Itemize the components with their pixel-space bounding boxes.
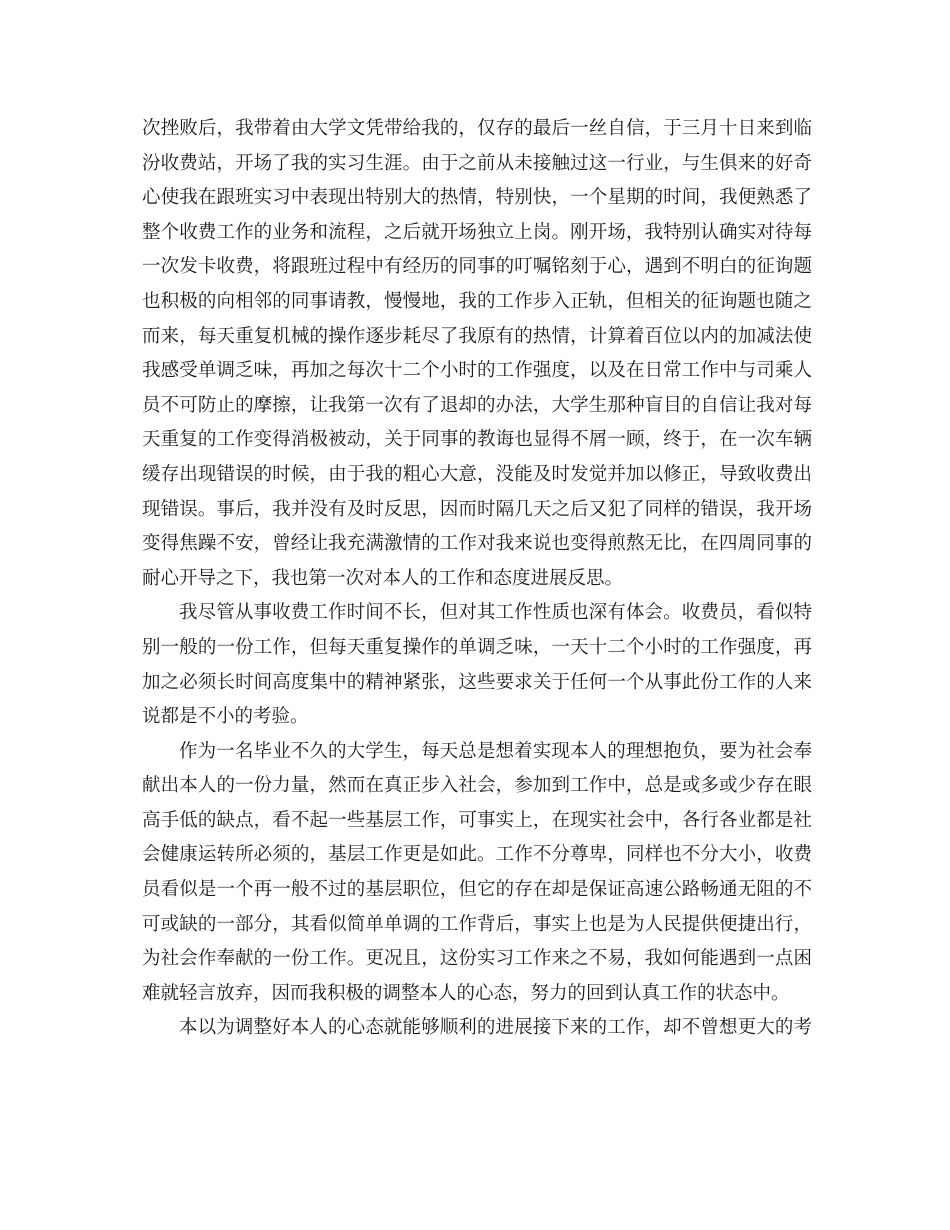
document-body — [142, 112, 812, 1046]
text-line: 我尽管从事收费工作时间不长，但对其工作性质也深有体会。收费员，看似特 — [179, 602, 812, 624]
text-line: 而来，每天重复机械的操作逐步耗尽了我原有的热情，计算着百位以内的加减法使 — [142, 325, 812, 347]
text-line: 作为一名毕业不久的大学生，每天总是想着实现本人的理想抱负，要为社会奉 — [179, 740, 812, 762]
text-line: 可或缺的一部分，其看似简单单调的工作背后，事实上也是为人民提供便捷出行， — [142, 913, 812, 935]
text-line: 加之必须长时间高度集中的精神紧张，这些要求关于任何一个从事此份工作的人来 — [142, 671, 812, 693]
text-line: 变得焦躁不安，曾经让我充满激情的工作对我来说也变得煎熬无比，在四周同事的 — [142, 533, 812, 555]
text-line: 会健康运转所必须的，基层工作更是如此。工作不分尊卑，同样也不分大小，收费 — [142, 844, 812, 866]
text-line: 现错误。事后，我并没有及时反思，因而时隔几天之后又犯了同样的错误，我开场 — [142, 498, 812, 520]
text-line: 员看似是一个再一般不过的基层职位，但它的存在却是保证高速公路畅通无阻的不 — [142, 879, 812, 901]
text-line: 为社会作奉献的一份工作。更况且，这份实习工作来之不易，我如何能遇到一点困 — [142, 948, 812, 970]
text-line: 说都是不小的考验。 — [142, 706, 309, 728]
text-line: 心使我在跟班实习中表现出特别大的热情，特别快，一个星期的时间，我便熟悉了 — [142, 187, 812, 209]
text-line: 本以为调整好本人的心态就能够顺利的进展接下来的工作，却不曾想更大的考 — [179, 1017, 812, 1039]
text-line: 耐心开导之下，我也第一次对本人的工作和态度进展反思。 — [142, 567, 624, 589]
text-line: 别一般的一份工作，但每天重复操作的单调乏味，一天十二个小时的工作强度，再 — [142, 636, 812, 658]
text-line: 天重复的工作变得消极被动，关于同事的教诲也显得不屑一顾，终于，在一次车辆 — [142, 429, 812, 451]
text-line: 员不可防止的摩擦，让我第一次有了退却的办法，大学生那种盲目的自信让我对每 — [142, 394, 812, 416]
text-line: 献出本人的一份力量，然而在真正步入社会，参加到工作中，总是或多或少存在眼 — [142, 775, 812, 797]
text-line: 一次发卡收费，将跟班过程中有经历的同事的叮嘱铭刻于心，遇到不明白的征询题 — [142, 256, 812, 278]
text-line: 难就轻言放弃，因而我积极的调整本人的心态，努力的回到认真工作的状态中。 — [142, 982, 790, 1004]
text-line: 整个收费工作的业务和流程，之后就开场独立上岗。刚开场，我特别认确实对待每 — [142, 221, 812, 243]
text-line: 次挫败后，我带着由大学文凭带给我的，仅存的最后一丝自信，于三月十日来到临 — [142, 118, 812, 139]
text-line: 缓存出现错误的时候，由于我的粗心大意，没能及时发觉并加以修正，导致收费出 — [142, 463, 812, 485]
text-line: 也积极的向相邻的同事请教，慢慢地，我的工作步入正轨，但相关的征询题也随之 — [142, 290, 812, 312]
text-line: 高手低的缺点，看不起一些基层工作，可事实上，在现实社会中，各行各业都是社 — [142, 809, 812, 831]
text-line: 我感受单调乏味，再加之每次十二个小时的工作强度，以及在日常工作中与司乘人 — [142, 360, 812, 382]
text-line: 汾收费站，开场了我的实习生涯。由于之前从未接触过这一行业，与生俱来的好奇 — [142, 152, 812, 174]
